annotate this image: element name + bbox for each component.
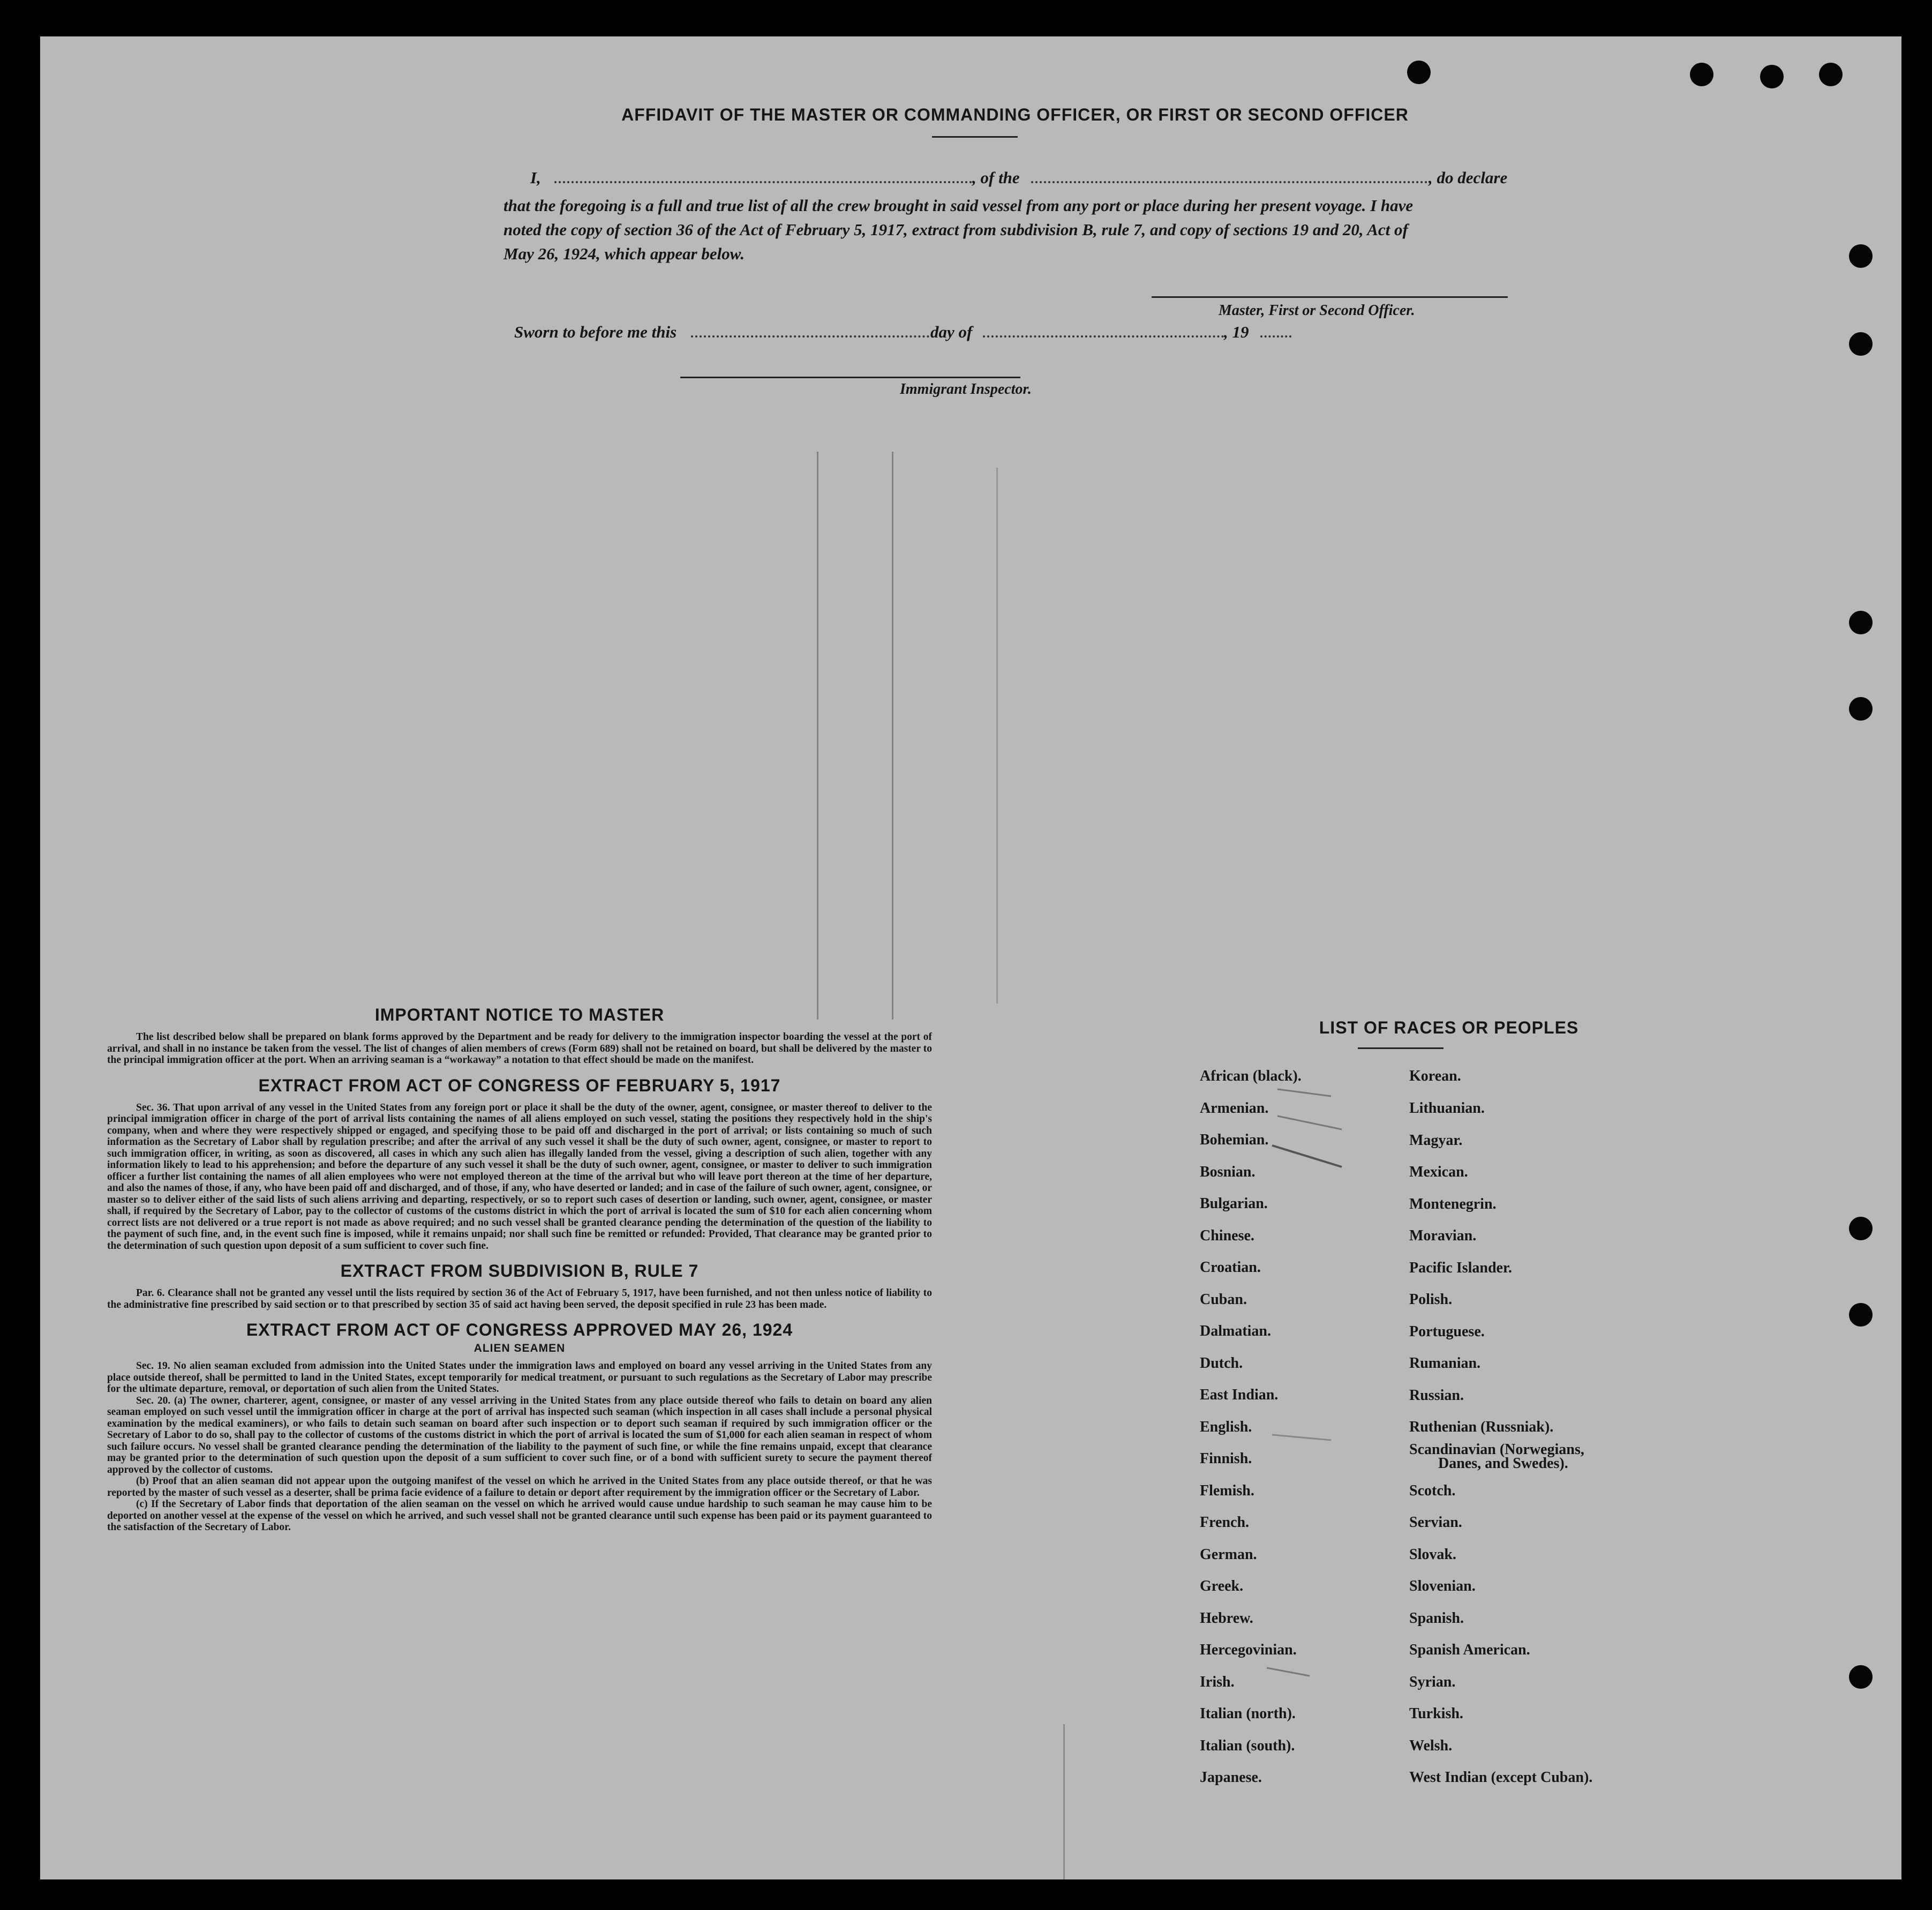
notice-text: The list described below shall be prepared on blank forms approved by the Department and be ready for delivery to the immigration inspector boarding the vessel at the port of arrival, and shall in no instance be taken from the vessel. The list of changes of alien members of crews (Form 689) shall not be retained on board, but shall be delivered by the master to the principal immigration officer at the port. When an arriving seaman is a “workaway” a notation to that effect should be made on the manifest.	[107, 1031, 932, 1066]
punch-hole	[1849, 332, 1873, 356]
name-blank[interactable]	[554, 181, 972, 183]
race-item: Moravian.	[1409, 1227, 1477, 1244]
extract-1917-title: EXTRACT FROM ACT OF CONGRESS OF FEBRUARY 5, 1917	[258, 1075, 781, 1095]
race-item: English.	[1200, 1418, 1252, 1435]
month-blank[interactable]	[983, 335, 1224, 338]
punch-hole	[1819, 63, 1843, 86]
race-item: Japanese.	[1200, 1769, 1262, 1786]
column-rule	[817, 452, 818, 1020]
day-of-label: day of	[930, 323, 973, 341]
race-item: Polish.	[1409, 1291, 1453, 1308]
notice-title: IMPORTANT NOTICE TO MASTER	[374, 1005, 665, 1024]
master-label: Master, First or Second Officer.	[1219, 302, 1415, 319]
race-item: Dalmatian.	[1200, 1323, 1271, 1339]
race-item: Finnish.	[1200, 1450, 1252, 1467]
races-title-underline	[1358, 1047, 1444, 1049]
extract-1917-text: Sec. 36. That upon arrival of any vessel in the United States from any foreign port or place it shall be the duty of the owner, agent, consignee, or master thereof to deliver to the principal immigration officer in charge of the port of arrival lists containing the names of all aliens employed on such vessel, stating the positions they respectively hold in the ship's company, when and where they were respectively shipped or engaged, and specifying those to be paid off and discharged in the port of arrival; or lists containing so much of such information as the Secretary of Labor shall by regulation prescribe; and after the arrival of any such vessel it shall be the duty of such owner, agent, consignee, or master to report to such immigration officer, in writing, as soon as discovered, all cases in which any such alien has illegally landed from the vessel, giving a description of such alien, together with any information likely to lead to his apprehension; and before the departure of any such vessel it shall be the duty of such owner, agent, consignee, or master to deliver to such immigration officer a further list containing the names of all alien employees who were not employed thereon at the time of the arrival but who will leave port thereon at the time of her departure, and also the names of those, if any, who have been paid off and discharged, and of those, if any, who have deserted or landed; and in case of the failure of such owner, agent, consignee, or master so to deliver either of the said lists of such aliens arriving and departing, respectively, or so to report such cases of desertion or landing, such owner, agent, consignee, or master shall, if required by the Secretary of Labor, pay to the collector of customs of the customs district in which the port of arrival is located the sum of $10 for each alien concerning whom correct lists are not delivered or a true report is not made as above required; and no such vessel shall be granted clearance pending the determination of the question of the liability to the payment of such fine, and, in the event such fine is imposed, while it remains unpaid; nor shall such fine be remitted or refunded: Provided, That clearance may be granted prior to the determination of such question upon deposit of a sum sufficient to cover such fine.	[107, 1102, 932, 1252]
sworn-label: Sworn to before me this	[514, 323, 677, 341]
punch-hole	[1690, 63, 1713, 86]
race-item: Russian.	[1409, 1387, 1464, 1404]
year-blank[interactable]	[1260, 335, 1291, 338]
race-item: Mexican.	[1409, 1164, 1468, 1180]
race-item: African (black).	[1200, 1068, 1302, 1084]
affidavit-body-line: that the foregoing is a full and true list of all the crew brought in said vessel from any port or place during her present voyage. I have	[503, 196, 1414, 215]
extract-1924-text	[107, 1360, 932, 1533]
column-rule	[1063, 1724, 1065, 1879]
race-item: Hercegovinian.	[1200, 1642, 1297, 1658]
punch-hole	[1407, 61, 1431, 84]
race-item: Croatian.	[1200, 1259, 1261, 1276]
race-item: Bosnian.	[1200, 1163, 1256, 1180]
master-signature-line[interactable]	[1152, 296, 1508, 298]
race-item: Turkish.	[1409, 1705, 1463, 1722]
race-item: Montenegrin.	[1409, 1196, 1497, 1212]
race-item: Scandinavian (Norwegians,	[1409, 1441, 1584, 1458]
sec20c-text: (c) If the Secretary of Labor finds that deportation of the alien seaman on the vessel on which he arrived would cause undue hardship to such seaman he may cause him to be deported on another vessel at the expense of the vessel on which he arrived, and such vessel shall not be granted clearance until such expense has been paid or its payment guaranteed to the satisfaction of the Secretary of Labor.	[107, 1499, 932, 1533]
race-item: Spanish.	[1409, 1610, 1464, 1627]
race-item: Pacific Islander.	[1409, 1260, 1512, 1276]
race-item: Greek.	[1200, 1578, 1244, 1594]
race-item: Servian.	[1409, 1514, 1462, 1531]
column-rule	[892, 452, 893, 1020]
of-the-label: , of the	[972, 168, 1020, 187]
race-item: Dutch.	[1200, 1354, 1243, 1372]
race-item: French.	[1200, 1514, 1250, 1531]
punch-hole	[1849, 1217, 1873, 1240]
notices-column	[107, 1005, 932, 1533]
race-item: West Indian (except Cuban).	[1409, 1769, 1593, 1786]
race-item: Syrian.	[1409, 1674, 1456, 1690]
sec20a-text: Sec. 20. (a) The owner, charterer, agent, consignee, or master of any vessel arriving in the United States from any place outside thereof who fails to detain on board any alien seaman employed on such vessel until the immigration officer in charge at the port of arrival has inspected such seaman (which inspection in all cases shall include a personal physical examination by the medical examiners), or who fails to detain such seaman on board after such inspection or to deport such seaman if required by such immigration officer or the Secretary of Labor to do so, shall pay to the collector of customs of the customs district in which the port of arrival is located the sum of $1,000 for each alien seaman in respect of whom such failure occurs. No vessel shall be granted clearance pending the determination of the liability to the payment of such fine, or while the fine remains unpaid, except that clearance may be granted prior to the determination of such question upon the deposit of a sum sufficient to cover such fine, or of a bond with sufficient surety to secure the payment thereof approved by the collector of customs.	[107, 1395, 932, 1475]
sworn-date-blank[interactable]	[691, 335, 929, 338]
inspector-label: Immigrant Inspector.	[900, 381, 1032, 398]
race-item: East Indian.	[1200, 1387, 1279, 1403]
punch-hole	[1760, 65, 1784, 88]
title-underline	[932, 136, 1018, 138]
rule7-title: EXTRACT FROM SUBDIVISION B, RULE 7	[340, 1261, 699, 1280]
race-item: Irish.	[1200, 1673, 1235, 1690]
race-item: Spanish American.	[1409, 1642, 1530, 1658]
race-item: Welsh.	[1409, 1737, 1453, 1754]
race-item: Cuban.	[1200, 1291, 1247, 1308]
race-item: Danes, and Swedes).	[1438, 1455, 1568, 1472]
race-item: Italian (north).	[1200, 1705, 1296, 1722]
punch-hole	[1849, 244, 1873, 268]
document-page	[40, 36, 1901, 1879]
year-label: , 19	[1224, 323, 1249, 341]
race-item: Scotch.	[1409, 1482, 1456, 1499]
affidavit-title: AFFIDAVIT OF THE MASTER OR COMMANDING OFFICER, OR FIRST OR SECOND OFFICER	[621, 105, 1409, 124]
pencil-marks	[1261, 1087, 1422, 1729]
sec20b-text: (b) Proof that an alien seaman did not appear upon the outgoing manifest of the vessel on which he arrived in the United States from any place outside thereof, or that he was reported by the master of such vessel as a deserter, shall be prima facie evidence of a failure to detain or deport after requirement by the immigration officer or the Secretary of Labor.	[107, 1475, 932, 1499]
race-item: Lithuanian.	[1409, 1100, 1485, 1117]
punch-hole	[1849, 697, 1873, 721]
race-item: Ruthenian (Russniak).	[1409, 1419, 1554, 1435]
alien-seamen-subtitle: ALIEN SEAMEN	[473, 1342, 566, 1354]
sec19-text: Sec. 19. No alien seaman excluded from admission into the United States under the immigration laws and employed on board any vessel arriving in the United States from any place outside thereof, shall be permitted to land in the United States, except temporarily for medical treatment, or pursuant to such regulations as the Secretary of Labor may prescribe for the ultimate departure, removal, or deportation of such alien from the United States.	[107, 1360, 932, 1395]
races-title: LIST OF RACES OR PEOPLES	[1319, 1018, 1579, 1037]
race-item: Magyar.	[1409, 1132, 1463, 1149]
race-item: Bohemian.	[1200, 1132, 1269, 1148]
punch-hole	[1849, 1665, 1873, 1689]
race-item: Rumanian.	[1409, 1355, 1481, 1372]
affidavit-body-line: noted the copy of section 36 of the Act of February 5, 1917, extract from subdivision B, rule 7, and copy of sections 19 and 20, Act of	[503, 220, 1408, 239]
race-item: Portuguese.	[1409, 1323, 1485, 1340]
race-item: Armenian.	[1200, 1099, 1269, 1117]
race-item: Korean.	[1409, 1068, 1461, 1084]
vessel-blank[interactable]	[1031, 181, 1427, 183]
race-item: Italian (south).	[1200, 1737, 1295, 1754]
affidavit-body-line: May 26, 1924, which appear below.	[503, 244, 745, 263]
race-item: Chinese.	[1200, 1227, 1254, 1244]
rule7-text: Par. 6. Clearance shall not be granted any vessel until the lists required by section 36 of the Act of February 5, 1917, have been furnished, and not then unless notice of liability to the administrative fine prescribed by said section or to that prescribed by section 35 of said act having been served, the deposit specified in rule 23 has been made.	[107, 1287, 932, 1310]
extract-1924-title: EXTRACT FROM ACT OF CONGRESS APPROVED MAY 26, 1924	[246, 1320, 793, 1339]
column-rule	[996, 468, 998, 1003]
do-declare-label: , do declare	[1429, 168, 1508, 187]
punch-hole	[1849, 611, 1873, 634]
race-item: Bulgarian.	[1200, 1195, 1268, 1212]
affidavit-i-label: I,	[530, 168, 541, 187]
punch-hole	[1849, 1303, 1873, 1327]
inspector-signature-line[interactable]	[680, 377, 1020, 378]
race-item: Slovak.	[1409, 1546, 1456, 1563]
race-item: Flemish.	[1200, 1482, 1254, 1499]
race-item: Slovenian.	[1409, 1578, 1476, 1594]
race-item: Hebrew.	[1200, 1609, 1253, 1627]
race-item: German.	[1200, 1546, 1257, 1563]
